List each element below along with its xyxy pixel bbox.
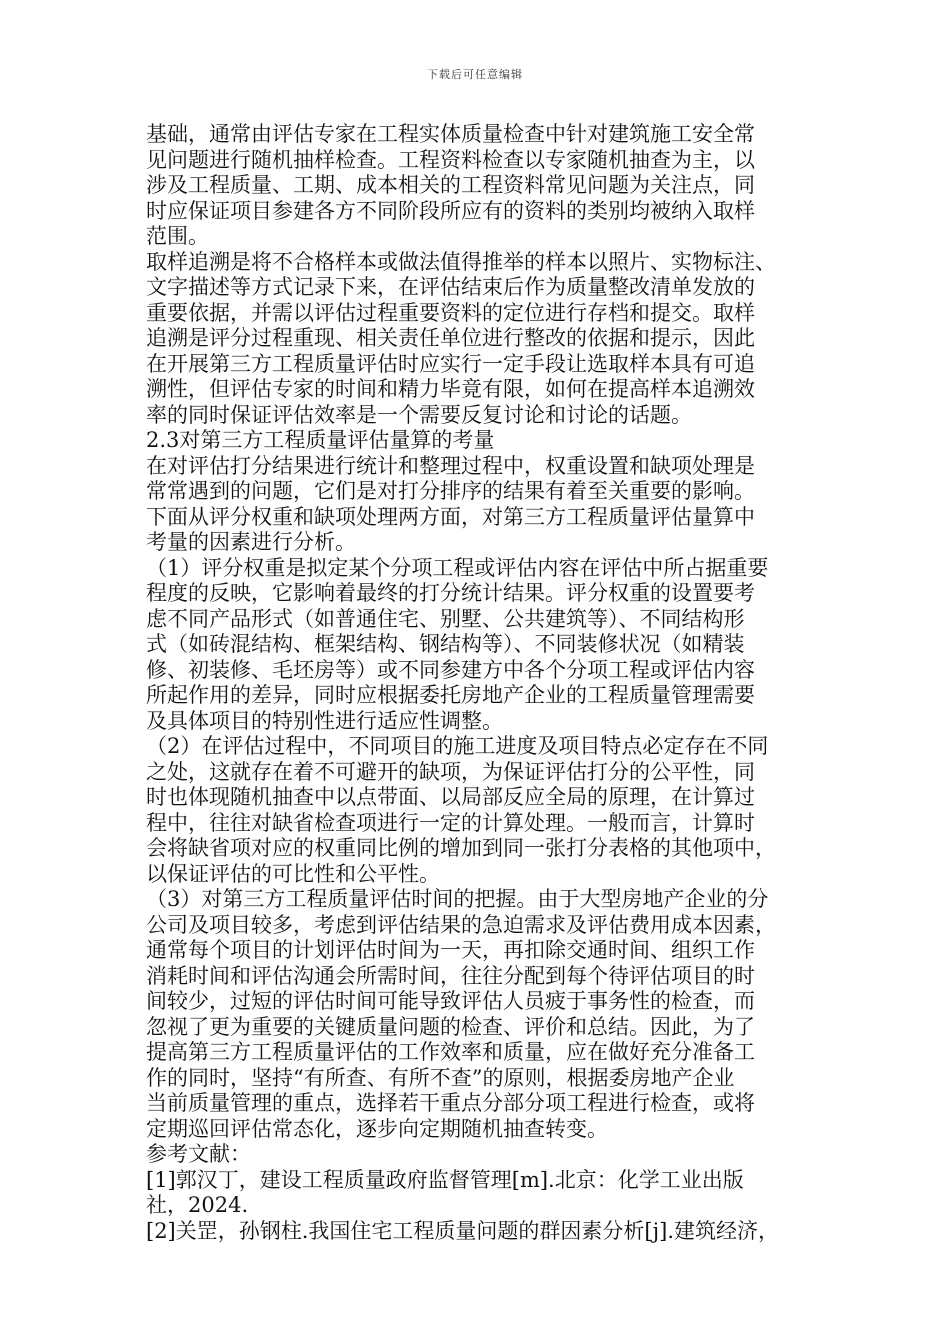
body-line: 下面从评分权重和缺项处理两方面，对第三方工程质量评估量算中 — [146, 504, 755, 529]
body-line: （1）评分权重是拟定某个分项工程或评估内容在评估中所占据重要 — [146, 555, 769, 580]
body-line: 虑不同产品形式（如普通住宅、别墅、公共建筑等）、不同结构形 — [146, 606, 745, 631]
body-line: 溯性，但评估专家的时间和精力毕竟有限，如何在提高样本追溯效 — [146, 377, 755, 401]
references-heading: 参考文献： — [146, 1142, 251, 1166]
body-line: 以保证评估的可比性和公平性。 — [146, 861, 440, 886]
body-line: 程中，往往对缺省检查项进行一定的计算处理。一般而言，计算时 — [146, 810, 755, 835]
body-line: 及具体项目的特别性进行适应性调整。 — [146, 708, 503, 733]
body-line: （3）对第三方工程质量评估时间的把握。由于大型房地产企业的分 — [146, 887, 769, 911]
document-body — [146, 122, 826, 1244]
body-line: 文字描述等方式记录下来，在评估结束后作为质量整改清单发放的 — [146, 275, 755, 299]
reference-line: [1]郭汉丁，建设工程质量政府监督管理[m].北京：化学工业出版 — [146, 1167, 744, 1192]
body-line: 公司及项目较多，考虑到评估结果的急迫需求及评估费用成本因素， — [146, 912, 776, 937]
body-line: 见问题进行随机抽样检查。工程资料检查以专家随机抽查为主，以 — [146, 147, 755, 172]
body-line: 提高第三方工程质量评估的工作效率和质量，应在做好充分准备工 — [146, 1040, 755, 1064]
body-line: 通常每个项目的计划评估时间为一天，再扣除交通时间、组织工作 — [146, 938, 755, 962]
body-line: 所起作用的差异，同时应根据委托房地产企业的工程质量管理需要 — [146, 683, 755, 707]
body-line: 在对评估打分结果进行统计和整理过程中，权重设置和缺项处理是 — [146, 453, 755, 478]
page-header: 下载后可任意编辑 — [427, 68, 523, 81]
body-line: 取样追溯是将不合格样本或做法值得推举的样本以照片、实物标注、 — [146, 249, 776, 274]
section-heading: 2.3对第三方工程质量评估量算的考量 — [146, 428, 495, 452]
body-line: 之处，这就存在着不可避开的缺项，为保证评估打分的公平性，同 — [146, 759, 755, 784]
body-line: 追溯是评分过程重现、相关责任单位进行整改的依据和提示，因此 — [146, 326, 755, 350]
body-line: 率的同时保证评估效率是一个需要反复讨论和讨论的话题。 — [146, 402, 692, 427]
body-line: 基础，通常由评估专家在工程实体质量检查中针对建筑施工安全常 — [146, 122, 755, 146]
body-line: 在开展第三方工程质量评估时应实行一定手段让选取样本具有可追 — [146, 351, 755, 376]
body-line: 常常遇到的问题，它们是对打分排序的结果有着至关重要的影响。 — [146, 479, 755, 503]
body-line: 时应保证项目参建各方不同阶段所应有的资料的类别均被纳入取样 — [146, 198, 755, 223]
body-line: 作的同时，坚持“有所查、有所不查”的原则，根据委房地产企业 — [146, 1065, 735, 1090]
body-line: 式（如砖混结构、框架结构、钢结构等）、不同装修状况（如精装 — [146, 632, 745, 656]
body-line: 考量的因素进行分析。 — [146, 530, 356, 554]
body-line: 间较少，过短的评估时间可能导致评估人员疲于事务性的检查，而 — [146, 989, 755, 1013]
body-line: 当前质量管理的重点，选择若干重点分部分项工程进行检查，或将 — [146, 1091, 755, 1115]
body-line: 会将缺省项对应的权重同比例的增加到同一张打分表格的其他项中， — [146, 836, 776, 860]
body-line: 重要依据，并需以评估过程重要资料的定位进行存档和提交。取样 — [146, 300, 755, 325]
body-line: 时也体现随机抽查中以点带面、以局部反应全局的原理，在计算过 — [146, 785, 755, 809]
body-line: 程度的反映，它影响着最终的打分统计结果。评分权重的设置要考 — [146, 581, 755, 605]
body-line: 定期巡回评估常态化，逐步向定期随机抽查转变。 — [146, 1116, 608, 1141]
reference-line: [2]关罡，孙钢柱.我国住宅工程质量问题的群因素分析[j].建筑经济， — [146, 1218, 779, 1243]
body-line: 涉及工程质量、工期、成本相关的工程资料常见问题为关注点，同 — [146, 173, 755, 197]
reference-line: 社，2024. — [146, 1193, 249, 1217]
body-line: 消耗时间和评估沟通会所需时间，往往分配到每个待评估项目的时 — [146, 963, 755, 988]
body-line: （2）在评估过程中，不同项目的施工进度及项目特点必定存在不同 — [146, 734, 769, 758]
body-line: 忽视了更为重要的关键质量问题的检查、评价和总结。因此，为了 — [146, 1014, 755, 1039]
body-line: 修、初装修、毛坯房等）或不同参建方中各个分项工程或评估内容 — [146, 657, 755, 682]
body-line: 范围。 — [146, 224, 209, 248]
